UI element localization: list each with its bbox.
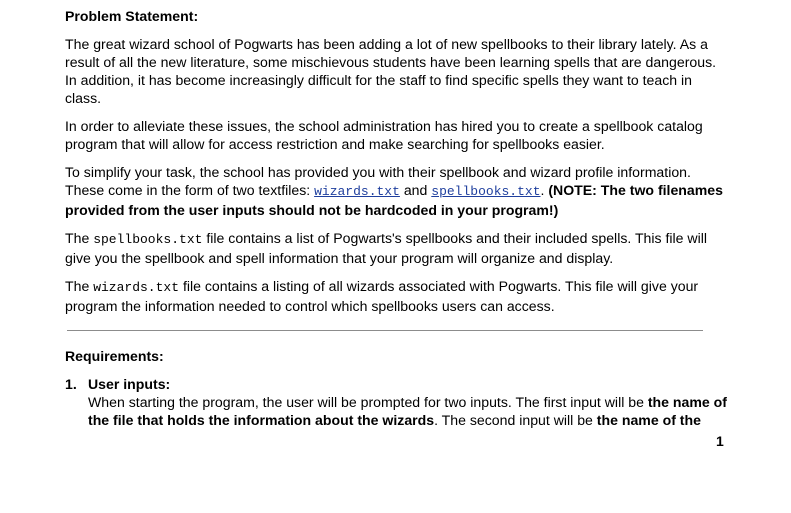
- requirements-heading: Requirements:: [65, 348, 164, 364]
- section-divider: [67, 330, 703, 331]
- requirement-bold-wizards-file: the name of the file that holds the information about the wizards: [88, 394, 727, 428]
- files-paragraph-text: To simplify your task, the school has provided you with their spellbook and wizard profile information. These come in the form of two textfiles:: [65, 164, 691, 198]
- spellbooks-paragraph-text: file contains a list of Pogwarts's spellbooks and their included spells. This file will give you the spellbook and spell information that your program will organize and display.: [65, 230, 707, 266]
- wizards-paragraph-text: file contains a listing of all wizards associated with Pogwarts. This file will give your program the information needed to control which spellbooks users can access.: [65, 278, 699, 314]
- requirement-number: 1.: [65, 376, 77, 392]
- spellbooks-file-link[interactable]: spellbooks.txt: [431, 184, 541, 199]
- purpose-paragraph: In order to alleviate these issues, the school administration has hired you to create a spellbook catalog program that will allow for access restriction and make searching for spellbooks easier.: [65, 118, 703, 152]
- wizards-paragraph-lead: The: [65, 278, 94, 294]
- requirement-text-second: . The second input will be: [434, 412, 597, 428]
- intro-paragraph: The great wizard school of Pogwarts has been adding a lot of new spellbooks to their library lately. As a result of all the new literature, some mischievous students have been learning spells that are dangerous. In addition, it has become increasingly difficult for the staff to find specific spells they want to teach in class.: [65, 36, 717, 106]
- wizards-file-paragraph: [65, 277, 730, 315]
- requirements-section: [65, 347, 730, 429]
- spellbooks-filename: spellbooks.txt: [93, 232, 203, 247]
- requirement-bold-name: the name of the: [596, 412, 701, 428]
- files-paragraph: [65, 163, 730, 219]
- requirement-item: [65, 375, 730, 429]
- problem-statement-heading: Problem Statement:: [65, 8, 199, 24]
- problem-statement-section: [65, 7, 730, 325]
- requirement-text: When starting the program, the user will be prompted for two inputs. The first input will be: [88, 394, 648, 410]
- requirement-title: User inputs:: [88, 376, 171, 392]
- wizards-file-link[interactable]: wizards.txt: [314, 184, 400, 199]
- files-paragraph-period: .: [540, 182, 549, 198]
- spellbooks-file-paragraph: [65, 229, 730, 267]
- filenames-note: (NOTE: The two filenames provided from the user inputs should not be hardcoded in your program!): [65, 182, 723, 218]
- requirement-body: [88, 375, 728, 429]
- page-number: 1: [716, 433, 724, 449]
- files-paragraph-and: and: [399, 182, 432, 198]
- wizards-filename: wizards.txt: [93, 280, 180, 295]
- spellbooks-paragraph-lead: The: [65, 230, 94, 246]
